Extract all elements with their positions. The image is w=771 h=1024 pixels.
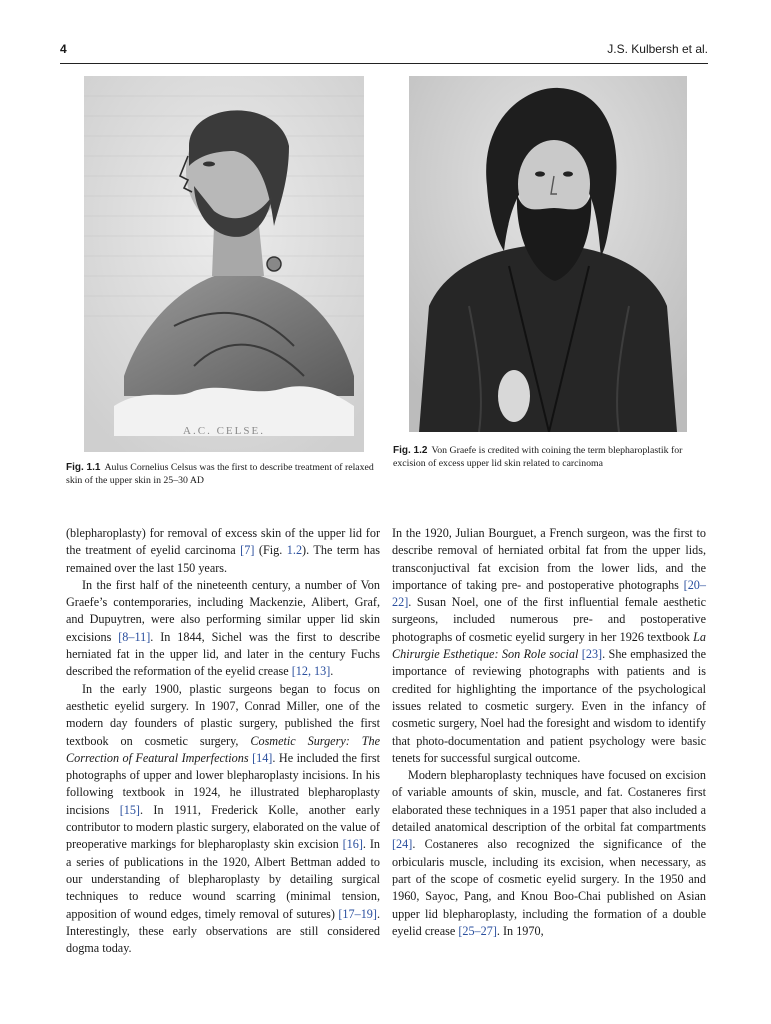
left-column	[66, 525, 380, 957]
citation-link[interactable]: [7]	[240, 543, 255, 558]
text-run: . In a series of publications in the 1920, Albert Bettman added to our understanding of blepharoplasty by detailing surgical techniques to reduce wound scarring (minimal tension, apposition of wound edges, timely removal of sutures)	[66, 837, 380, 921]
text-run: In the first half of the nineteenth century, a number of Von Graefe’s contemporaries, including Mackenzie, Alibert, Graf, and Dupuytren, were also performing similar upper lid skin excisions	[66, 577, 380, 644]
text-run: . She emphasized the importance of reviewing photographs with patients and is credited for highlighting the importance of the psychological issues related to cosmetic surgery. Even in the infancy of cosmetic surgery, Noel had the foresight and wisdom to identify that photo-documentation and patient psychology were basic tenets for successful surgical outcome.	[392, 647, 707, 765]
text-run: (blepharoplasty) for removal of excess skin of the upper lid for the treatment of eyelid carcinoma	[66, 526, 380, 558]
figure-caption-2	[393, 445, 713, 470]
citation-link[interactable]: [17–19]	[338, 906, 377, 921]
italic-title: La Chirurgie Esthetique: Son Role social	[392, 629, 706, 662]
text-run: . Costaneres also recognized the significance of the orbicularis muscle, including its excision, when necessary, as part of the scope of cosmetic eyelid surgery. In the 1950 and 1960, Sayoc, Pang, and Knou Boo-Chai published on Asian upper lid blepharoplasty, including the formation of a double eyelid crease	[392, 837, 706, 938]
body-paragraph	[392, 525, 706, 767]
citation-link[interactable]: [15]	[119, 802, 140, 817]
body-paragraph	[66, 525, 380, 577]
figure-label-2: Fig. 1.2	[393, 445, 428, 456]
body-paragraph	[66, 577, 380, 681]
running-head: J.S. Kulbersh et al.	[607, 42, 708, 56]
text-run: . In 1844, Sichel was the first to describe herniated fat in the upper lid, and later in the century Fuchs described the reformation of the eyelid crease	[66, 629, 380, 679]
page-number: 4	[60, 42, 67, 56]
figure-caption-text-1: Aulus Cornelius Celsus was the first to describe treatment of relaxed skin of the upper skin in 25–30 AD	[66, 462, 374, 486]
body-paragraph	[392, 767, 706, 940]
text-run: In the early 1900, plastic surgeons began to focus on aesthetic eyelid surgery. In 1907, Conrad Miller, one of the modern day founders of plastic surgery, published the first textbook on cosmetic surgery,	[66, 681, 380, 748]
citation-link[interactable]: [14]	[252, 750, 273, 765]
citation-link[interactable]: [24]	[392, 837, 413, 852]
figure-von-graefe-photo	[409, 76, 687, 432]
header-rule	[60, 63, 708, 64]
citation-link[interactable]: [8–11]	[118, 629, 151, 644]
text-run: (Fig.	[254, 543, 287, 558]
text-run: Modern blepharoplasty techniques have focused on excision of variable amounts of skin, muscle, and fat. Costaneres first elaborated these techniques in a 1951 paper that also included a detailed anatomical description of the orbital fat compartments	[392, 768, 706, 835]
citation-link[interactable]: [23]	[581, 647, 603, 662]
citation-link[interactable]: [20–22]	[392, 577, 706, 610]
body-paragraph	[66, 681, 380, 958]
engraving-inscription: A.C. CELSE.	[183, 425, 265, 437]
text-run: . He included the first photographs of upper and lower blepharoplasty incisions. In his following textbook in 1924, he illustrated blepharoplasty incisions	[66, 750, 380, 817]
figure-caption-1	[66, 462, 384, 487]
figure-caption-text-2: Von Graefe is credited with coining the term blepharoplastik for excision of excess upper lid skin related to carcinoma	[393, 445, 683, 469]
text-run: In the 1920, Julian Bourguet, a French surgeon, was the first to describe removal of herniated orbital fat from the upper lids, transconjuctival fat excision from the lower lids, and the importance of taking pre- and postoperative photographs	[392, 526, 706, 592]
figure-label-1: Fig. 1.1	[66, 462, 101, 473]
text-run: . In 1970,	[496, 923, 544, 938]
text-run: . Susan Noel, one of the first influential female aesthetic surgeons, included numerous pre- and postoperative photographs of cosmetic eyelid surgery in her 1926 textbook	[392, 595, 706, 644]
citation-link[interactable]: [12, 13]	[291, 664, 331, 679]
citation-link[interactable]: [25–27]	[458, 923, 497, 938]
text-run: ). The term has remained over the last 150 years.	[66, 543, 380, 575]
citation-link[interactable]: 1.2	[286, 543, 303, 558]
figure-celsus-engraving	[84, 76, 364, 452]
page-header	[60, 42, 708, 62]
text-run: .	[330, 664, 334, 679]
text-run: . Interestingly, these early observations are still considered dogma today.	[66, 906, 380, 956]
right-column	[392, 525, 706, 940]
text-run: . In 1911, Frederick Kolle, another early contributor to modern plastic surgery, elaborated on the value of preoperative markings for blepharoplasty skin excision	[66, 802, 380, 852]
citation-link[interactable]: [16]	[342, 837, 363, 852]
italic-title: Cosmetic Surgery: The Correction of Featural Imperfections	[66, 733, 380, 765]
